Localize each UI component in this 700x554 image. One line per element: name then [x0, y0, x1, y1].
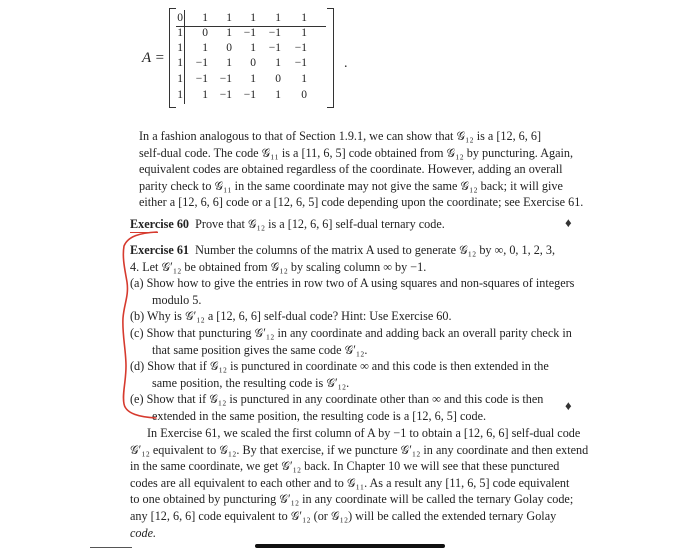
text-line: 𝒢′₁₂ equivalent to 𝒢₁₂. By that exercise, if we puncture 𝒢′₁₂ in any coordinate and then extend — [130, 442, 589, 457]
matrix-cell: −1 — [268, 42, 281, 54]
exercise-61-intro-cont: 4. Let 𝒢′₁₂ be obtained from 𝒢₁₂ by scaling column ∞ by −1. — [130, 259, 427, 274]
exercise-61-part-b: (b) Why is 𝒢′₁₂ a [12, 6, 6] self-dual code? Hint: Use Exercise 60. — [130, 309, 452, 324]
text-line: either a [12, 6, 6] code or a [12, 6, 5] code depending upon the coordinate; see Exercise 61. — [139, 195, 584, 210]
matrix-cell: 1 — [275, 12, 281, 24]
matrix-cell: −1 — [195, 73, 208, 85]
matrix-cell: 1 — [301, 27, 307, 39]
matrix-cell: 1 — [275, 57, 281, 69]
matrix-cell: −1 — [268, 27, 281, 39]
text-line: codes are all equivalent to each other and to 𝒢₁₁. As a result any [11, 6, 5] code equivalent — [130, 475, 570, 490]
matrix-cell: 1 — [202, 89, 208, 101]
exercise-61-intro: Number the columns of the matrix A used to generate 𝒢₁₂ by ∞, 0, 1, 2, 3, — [195, 243, 556, 257]
matrix-cell: 1 — [250, 73, 256, 85]
matrix-cell: 1 — [226, 57, 232, 69]
text-line: to one obtained by puncturing 𝒢′₁₂ in any coordinate will be called the ternary Golay code; — [130, 492, 574, 507]
text-line: code. — [130, 525, 157, 540]
exercise-61-part-c-cont: that same position gives the same code 𝒢′₁₂. — [152, 342, 368, 357]
exercise-61-label: Exercise 61 — [130, 243, 190, 257]
matrix-cell: −1 — [243, 89, 256, 101]
matrix-cell: −1 — [195, 57, 208, 69]
matrix-cell: 0 — [226, 42, 232, 54]
matrix-cell: 1 — [301, 73, 307, 85]
matrix-cell: 1 — [177, 89, 183, 101]
matrix-cell: −1 — [294, 42, 307, 54]
matrix-label: A = — [142, 50, 165, 66]
matrix-cell: 0 — [301, 89, 307, 101]
matrix-cell: 1 — [250, 42, 256, 54]
matrix-cell: −1 — [219, 89, 232, 101]
end-of-exercise-icon: ♦ — [565, 398, 572, 413]
text-line: any [12, 6, 6] code equivalent to 𝒢′₁₂ (or 𝒢₁₂) will be called the extended ternary Golay — [130, 508, 557, 523]
scroll-indicator — [255, 544, 445, 548]
matrix-cell: 0 — [202, 27, 208, 39]
red-bracket-path — [123, 232, 157, 418]
matrix-cell: 1 — [301, 12, 307, 24]
matrix-period: . — [344, 56, 348, 71]
matrix-cell: −1 — [294, 57, 307, 69]
exercise-61-part-d: (d) Show that if 𝒢₁₂ is punctured in coordinate ∞ and this code is then extended in the — [130, 359, 549, 374]
exercise-61-part-e: (e) Show that if 𝒢₁₂ is punctured in any coordinate other than ∞ and this code is then — [130, 392, 544, 407]
end-of-exercise-icon: ♦ — [565, 215, 572, 230]
text-line: In Exercise 61, we scaled the first column of A by −1 to obtain a [12, 6, 6] self-dual code — [147, 426, 581, 440]
footer-rule — [90, 547, 132, 548]
matrix-cell: 1 — [177, 42, 183, 54]
exercise-61-part-a: (a) Show how to give the entries in row two of A using squares and non-squares of integers — [130, 276, 575, 291]
text-line: self-dual code. The code 𝒢₁₁ is a [11, 6, 5] code obtained from 𝒢₁₂ by puncturing. Again, — [139, 145, 574, 160]
matrix-cell: 1 — [226, 12, 232, 24]
matrix-cell: 1 — [177, 27, 183, 39]
matrix-cell: −1 — [243, 27, 256, 39]
text-line: parity check to 𝒢₁₁ in the same coordinate may not give the same 𝒢₁₂ back; it will give — [139, 178, 563, 193]
exercise-61-part-a-cont: modulo 5. — [152, 292, 202, 307]
matrix-cell: 1 — [275, 89, 281, 101]
exercise-60-label: Exercise 60 — [130, 217, 190, 231]
matrix-cell: 1 — [177, 73, 183, 85]
matrix-cell: 1 — [177, 57, 183, 69]
text-line: equivalent codes are obtained regardless of the coordinate. However, adding an overall — [139, 162, 563, 177]
text-line: In a fashion analogous to that of Section 1.9.1, we can show that 𝒢₁₂ is a [12, 6, 6] — [139, 129, 542, 143]
exercise-60-text: Prove that 𝒢₁₂ is a [12, 6, 6] self-dual ternary code. — [195, 217, 445, 231]
matrix-cell: 1 — [202, 12, 208, 24]
matrix-cell: 0 — [177, 12, 183, 24]
matrix-cell: 1 — [202, 42, 208, 54]
exercise-61-part-d-cont: same position, the resulting code is 𝒢′₁₂. — [152, 375, 350, 390]
matrix-cell: −1 — [219, 73, 232, 85]
text-line: in the same coordinate, we get 𝒢′₁₂ back. In Chapter 10 we will see that these punctured — [130, 459, 560, 474]
exercise-61-part-e-cont: extended in the same position, the resulting code is a [12, 6, 5] code. — [152, 408, 487, 423]
matrix-cell: 1 — [226, 27, 232, 39]
matrix-cell: 1 — [250, 12, 256, 24]
matrix-cell: 0 — [275, 73, 281, 85]
exercise-61-part-c: (c) Show that puncturing 𝒢′₁₂ in any coordinate and adding back an overall parity check in — [130, 325, 572, 340]
matrix-cell: 0 — [250, 57, 256, 69]
